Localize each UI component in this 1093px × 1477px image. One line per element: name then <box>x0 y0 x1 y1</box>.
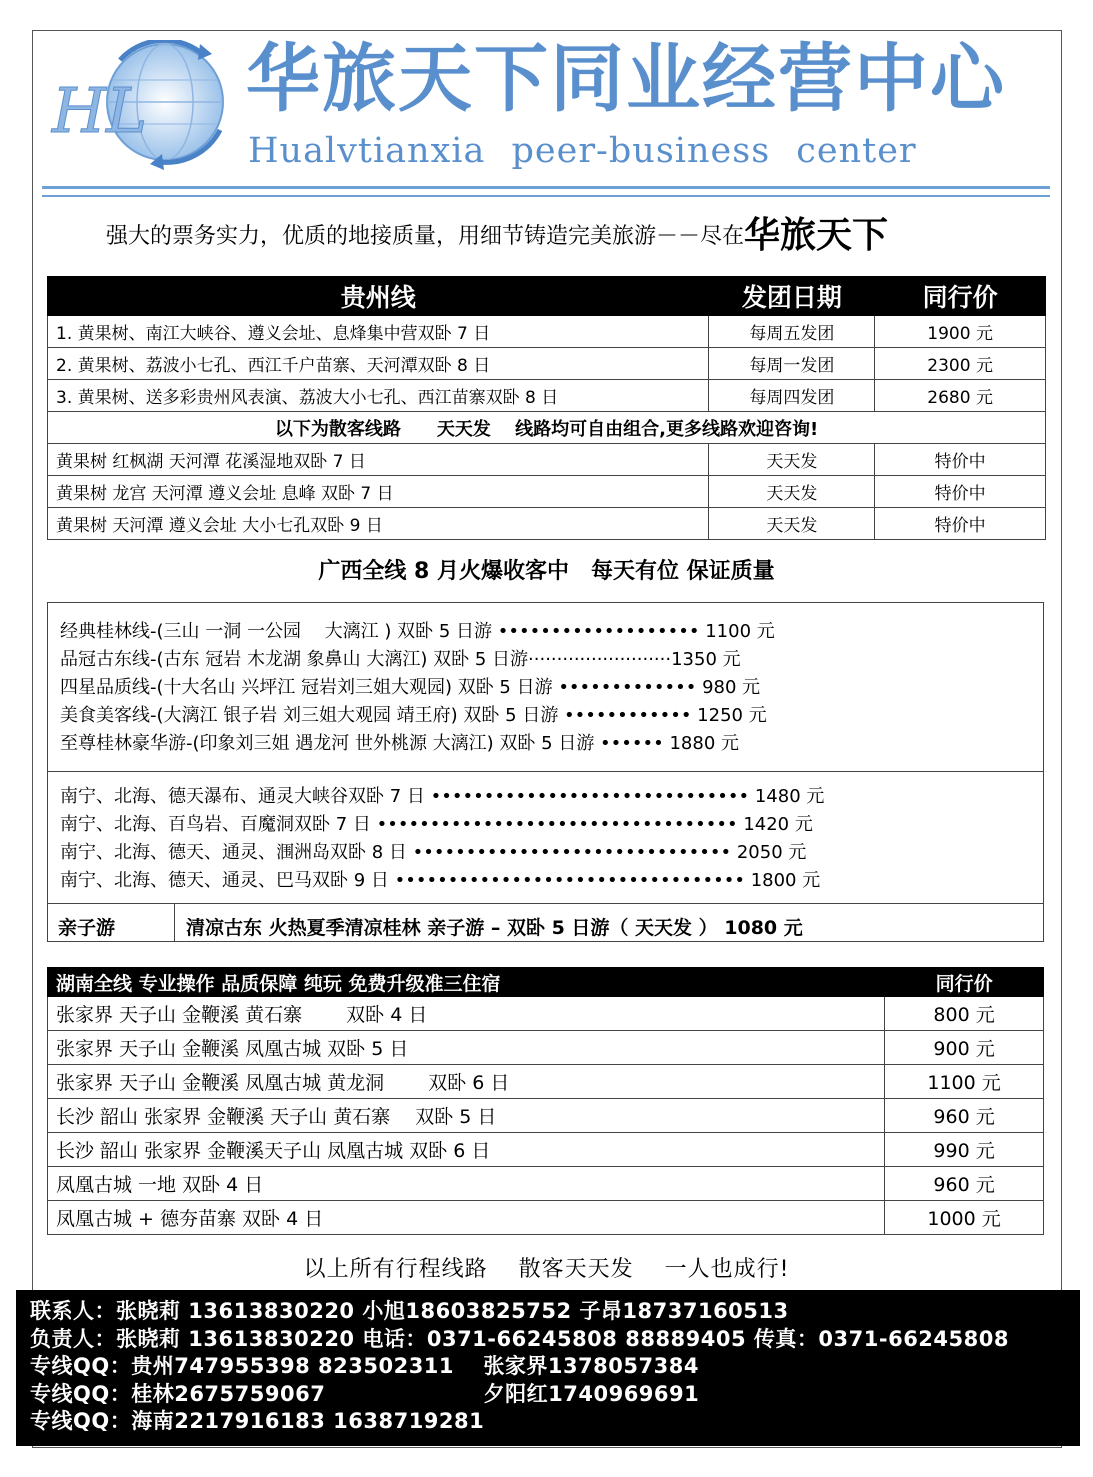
list-item: 南宁、北海、德天、通灵、巴马双卧 9 日 ••••••••••••••••••••••••••••••••• 1800 元 <box>60 870 821 891</box>
brand-title: 华旅天下同业经营中心 <box>246 36 1006 122</box>
table-row <box>48 380 1046 412</box>
table-row <box>48 1133 1044 1167</box>
table-row <box>48 444 1046 476</box>
table-header <box>48 968 1044 997</box>
contact-line: 联系人：张晓莉 13613830220 小旭18603825752 子昂18737160513 <box>30 1299 789 1323</box>
route-cell: 1. 黄果树、南江大峡谷、遵义会址、息烽集中营双卧 7 日 <box>48 316 709 348</box>
route-cell: 黄果树 天河潭 遵义会址 大小七孔双卧 9 日 <box>48 508 709 540</box>
slogan-text: 强大的票务实力，优质的地接质量，用细节铸造完美旅游－－尽在 <box>106 224 745 249</box>
table-row <box>48 1201 1044 1235</box>
header-rule <box>42 195 1050 197</box>
brand-subtitle: Hualvtianxia peer-business center <box>248 131 917 171</box>
list-item: 美食美客线-(大漓江 银子岩 刘三姐大观园 靖王府) 双卧 5 日游 •••••••••••• 1250 元 <box>60 705 767 726</box>
contact-block <box>16 1290 1080 1446</box>
table-row <box>48 476 1046 508</box>
col-price: 同行价 <box>875 277 1046 316</box>
route-cell: 凤凰古城 + 德夯苗寨 双卧 4 日 <box>48 1201 885 1235</box>
route-cell: 张家界 天子山 金鞭溪 凤凰古城 黄龙洞 双卧 6 日 <box>48 1065 885 1099</box>
slogan-brand: 华旅天下 <box>744 215 889 256</box>
price-cell: 特价中 <box>875 476 1046 508</box>
list-item: 南宁、北海、德天、通灵、涠洲岛双卧 8 日 •••••••••••••••••••••••••••••• 2050 元 <box>60 842 807 863</box>
table-row <box>48 1065 1044 1099</box>
footer-note: 以上所有行程线路 散客天天发 一人也成行! <box>303 1257 790 1282</box>
table-header <box>48 277 1046 316</box>
scatter-note: 以下为散客线路 天天发 线路均可自由组合,更多线路欢迎咨询! <box>48 412 1046 444</box>
list-item: 经典桂林线-(三山 一洞 一公园 大漓江 ) 双卧 5 日游 ••••••••••••••••••• 1100 元 <box>60 621 775 642</box>
table-row <box>48 997 1044 1031</box>
hunan-table <box>47 967 1044 1235</box>
price-cell: 960 元 <box>885 1167 1044 1201</box>
contact-line: 负责人：张晓莉 13613830220 电话：0371-66245808 88889405 传真：0371-66245808 <box>30 1326 1009 1351</box>
route-cell: 长沙 韶山 张家界 金鞭溪 天子山 黄石寨 双卧 5 日 <box>48 1099 885 1133</box>
price-cell: 900 元 <box>885 1031 1044 1065</box>
price-cell: 960 元 <box>885 1099 1044 1133</box>
logo-text: HL <box>52 74 148 147</box>
list-item: 南宁、北海、百鸟岩、百魔洞双卧 7 日 •••••••••••••••••••••••••••••••••• 1420 元 <box>60 814 813 835</box>
table-row <box>48 1099 1044 1133</box>
date-cell: 每周一发团 <box>709 348 875 380</box>
date-cell: 每周五发团 <box>709 316 875 348</box>
table-row <box>48 508 1046 540</box>
list-item: 四星品质线-(十大名山 兴坪江 冠岩刘三姐大观园) 双卧 5 日游 ••••••••••••• 980 元 <box>60 677 761 698</box>
route-cell: 黄果树 红枫湖 天河潭 花溪湿地双卧 7 日 <box>48 444 709 476</box>
col-route: 贵州线 <box>48 277 709 316</box>
col-route: 湖南全线 专业操作 品质保障 纯玩 免费升级准三住宿 <box>48 968 885 997</box>
route-cell: 黄果树 龙宫 天河潭 遵义会址 息峰 双卧 7 日 <box>48 476 709 508</box>
header-rule <box>42 186 1050 189</box>
price-cell: 800 元 <box>885 997 1044 1031</box>
price-cell: 1900 元 <box>875 316 1046 348</box>
price-cell: 2680 元 <box>875 380 1046 412</box>
route-cell: 2. 黄果树、荔波小七孔、西江千户苗寨、天河潭双卧 8 日 <box>48 348 709 380</box>
table-row <box>48 316 1046 348</box>
family-tour-text: 清凉古东 火热夏季清凉桂林 亲子游 – 双卧 5 日游（ 天天发 ） 1080 元 <box>186 917 803 939</box>
divider <box>174 903 175 942</box>
table-row <box>48 1167 1044 1201</box>
slogan <box>106 215 889 256</box>
date-cell: 天天发 <box>709 444 875 476</box>
list-item: 至尊桂林豪华游-(印象刘三姐 遇龙河 世外桃源 大漓江) 双卧 5 日游 •••••• 1880 元 <box>60 733 739 754</box>
family-tour-label: 亲子游 <box>58 917 116 939</box>
divider <box>48 771 1043 772</box>
price-cell: 2300 元 <box>875 348 1046 380</box>
globe-logo-icon <box>50 40 230 170</box>
guangxi-box <box>47 602 1044 942</box>
route-cell: 凤凰古城 一地 双卧 4 日 <box>48 1167 885 1201</box>
guizhou-table <box>47 276 1046 540</box>
col-price: 同行价 <box>885 968 1044 997</box>
divider <box>48 903 1043 904</box>
list-item: 南宁、北海、德天瀑布、通灵大峡谷双卧 7 日 •••••••••••••••••••••••••••••• 1480 元 <box>60 786 825 807</box>
contact-line: 专线QQ：贵州747955398 823502311 张家界1378057384 <box>30 1354 699 1378</box>
contact-line: 专线QQ：桂林2675759067 夕阳红1740969691 <box>30 1381 700 1406</box>
contact-line: 专线QQ：海南2217916183 1638719281 <box>30 1409 485 1433</box>
price-cell: 1000 元 <box>885 1201 1044 1235</box>
list-item: 品冠古东线-(古东 冠岩 木龙湖 象鼻山 大漓江) 双卧 5 日游·························1350 元 <box>60 649 741 670</box>
table-note-row <box>48 412 1046 444</box>
table-row <box>48 1031 1044 1065</box>
route-cell: 3. 黄果树、送多彩贵州风表演、荔波大小七孔、西江苗寨双卧 8 日 <box>48 380 709 412</box>
guangxi-title: 广西全线 8 月火爆收客中 每天有位 保证质量 <box>318 559 775 584</box>
col-date: 发团日期 <box>709 277 875 316</box>
date-cell: 天天发 <box>709 476 875 508</box>
route-cell: 张家界 天子山 金鞭溪 黄石寨 双卧 4 日 <box>48 997 885 1031</box>
price-cell: 特价中 <box>875 508 1046 540</box>
price-cell: 特价中 <box>875 444 1046 476</box>
route-cell: 长沙 韶山 张家界 金鞭溪天子山 凤凰古城 双卧 6 日 <box>48 1133 885 1167</box>
date-cell: 天天发 <box>709 508 875 540</box>
price-cell: 1100 元 <box>885 1065 1044 1099</box>
route-cell: 张家界 天子山 金鞭溪 凤凰古城 双卧 5 日 <box>48 1031 885 1065</box>
price-cell: 990 元 <box>885 1133 1044 1167</box>
date-cell: 每周四发团 <box>709 380 875 412</box>
table-row <box>48 348 1046 380</box>
